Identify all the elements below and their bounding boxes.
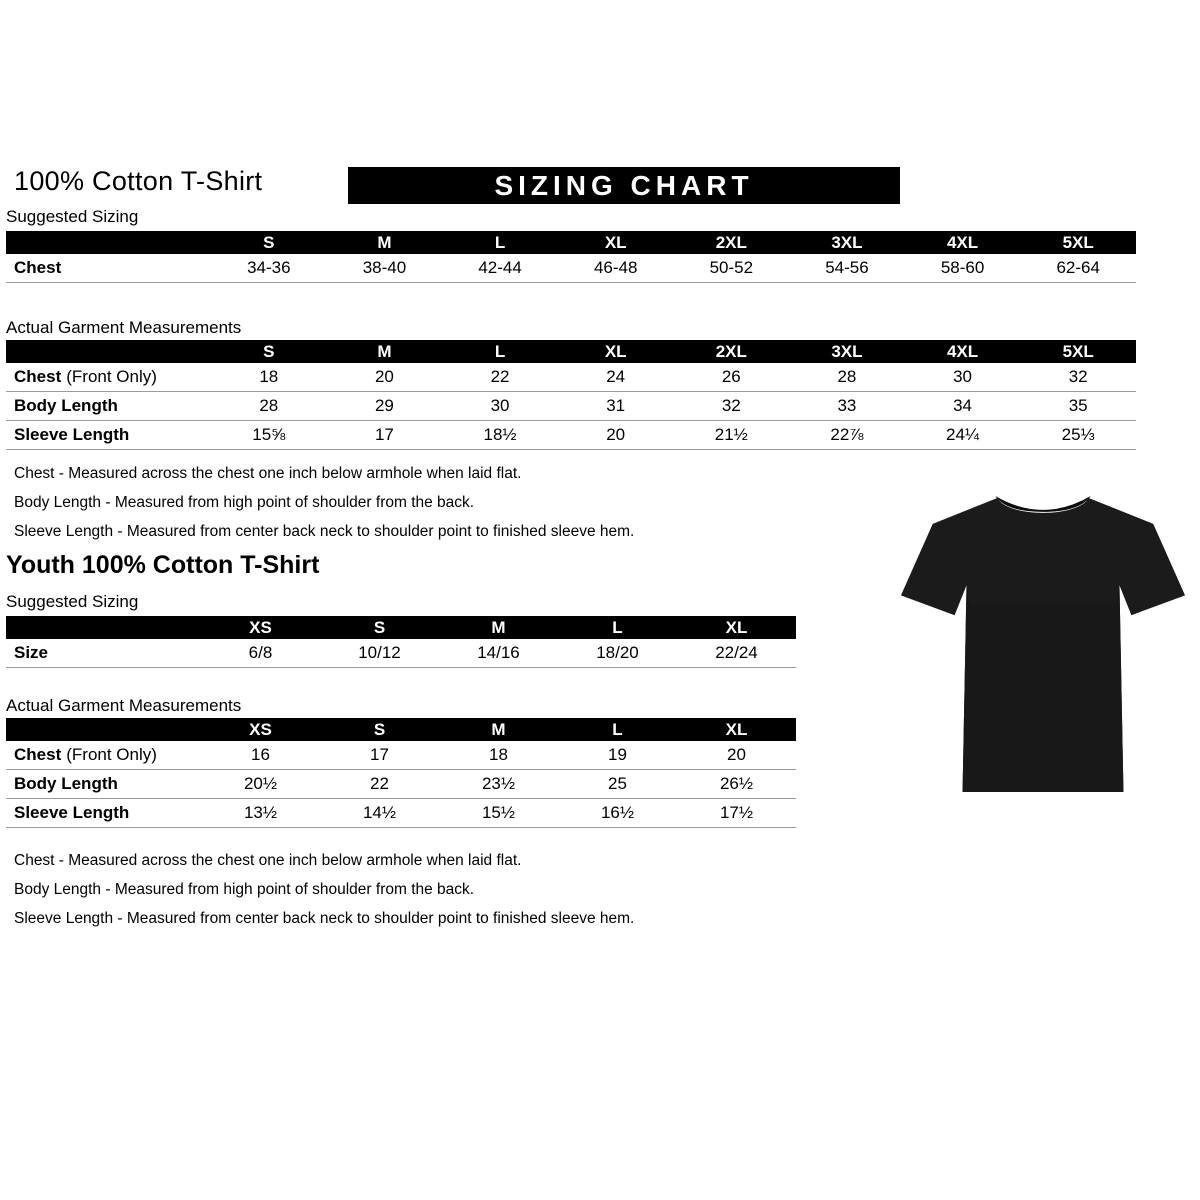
cell-value: 38-40 (362, 258, 407, 277)
size-column-header: 5XL (1062, 341, 1094, 361)
size-column-header: M (491, 617, 506, 637)
measurement-note: Chest - Measured across the chest one inch below armhole when laid flat. (14, 852, 522, 869)
size-column-header: M (377, 341, 392, 361)
size-column-header: 4XL (946, 341, 979, 361)
row-label-suffix: (Front Only) (66, 367, 157, 386)
cell-value: 28 (837, 367, 857, 386)
adult-product-title: 100% Cotton T-Shirt (14, 166, 263, 196)
size-column-header: S (373, 617, 386, 637)
cell-value: 18 (489, 745, 508, 764)
size-column-header: 2XL (715, 341, 747, 361)
cell-value: 18/20 (596, 643, 639, 662)
youth-suggested-sizing-label: Suggested Sizing (6, 592, 139, 611)
table-row (6, 421, 1136, 450)
measurement-note: Body Length - Measured from high point of shoulder from the back. (14, 494, 475, 511)
size-column-header: XS (249, 719, 272, 739)
row-label (6, 774, 201, 794)
table-header-row (6, 231, 1136, 254)
cell-value: 54-56 (825, 258, 869, 277)
size-column-header: L (612, 719, 623, 739)
adult-actual-measurements-label: Actual Garment Measurements (6, 318, 242, 337)
row-label-text: Body Length (14, 774, 118, 793)
cell-value: 62-64 (1056, 258, 1100, 277)
size-column-header: 2XL (715, 232, 747, 252)
cell-value: 58-60 (940, 258, 985, 277)
cell-value: 34 (953, 396, 973, 415)
cell-value: 25⅓ (1061, 425, 1095, 444)
cell-value: 21½ (714, 425, 748, 444)
cell-value: 28 (259, 396, 279, 415)
cell-value: 14/16 (477, 643, 520, 662)
measurement-note: Body Length - Measured from high point of shoulder from the back. (14, 881, 475, 898)
row-label-suffix: (Front Only) (66, 745, 157, 764)
adult-suggested-sizing-label: Suggested Sizing (6, 207, 139, 226)
row-label-text: Chest (14, 258, 62, 277)
size-column-header: S (263, 341, 275, 361)
table-header-row (6, 616, 796, 639)
cell-value: 30 (490, 396, 510, 415)
size-column-header: M (377, 232, 392, 252)
cell-value: 32 (721, 396, 741, 415)
cell-value: 50-52 (709, 258, 754, 277)
cell-value: 32 (1068, 367, 1088, 386)
size-column-header: 4XL (946, 232, 979, 252)
cell-value: 42-44 (478, 258, 522, 277)
cell-value: 22 (490, 367, 510, 386)
row-label (6, 643, 201, 663)
sizing-chart-banner: SIZING CHART (348, 167, 900, 204)
cell-value: 20 (606, 425, 626, 444)
row-label (6, 745, 201, 765)
cell-value: 18½ (483, 425, 517, 444)
youth-product-title: Youth 100% Cotton T-Shirt (6, 551, 320, 579)
cell-value: 22/24 (715, 643, 758, 662)
row-label (6, 396, 211, 416)
table-row (6, 363, 1136, 392)
measurement-note: Chest - Measured across the chest one inch below armhole when laid flat. (14, 465, 522, 482)
table-row (6, 639, 796, 668)
table-header-row (6, 340, 1136, 363)
size-column-header: 3XL (831, 341, 863, 361)
row-label (6, 425, 211, 445)
measurement-note: Sleeve Length - Measured from center back neck to shoulder point to finished sleeve hem. (14, 523, 635, 540)
cell-value: 17½ (719, 803, 754, 822)
measurement-note: Sleeve Length - Measured from center back neck to shoulder point to finished sleeve hem. (14, 910, 635, 927)
cell-value: 46-48 (593, 258, 638, 277)
adult-measurement-notes (14, 459, 634, 546)
adult-actual-table (6, 340, 1136, 450)
youth-suggested-table (6, 616, 796, 668)
size-column-header: XL (604, 232, 627, 252)
table-row (6, 799, 796, 828)
cell-value: 6/8 (248, 643, 273, 662)
cell-value: 20 (374, 367, 394, 386)
size-column-header: XS (249, 617, 272, 637)
cell-value: 15½ (481, 803, 516, 822)
cell-value: 19 (608, 745, 627, 764)
youth-measurement-notes (14, 846, 634, 933)
cell-value: 35 (1068, 396, 1088, 415)
cell-value: 20½ (243, 774, 278, 793)
adult-suggested-table (6, 231, 1136, 283)
cell-value: 26 (721, 367, 741, 386)
cell-value: 26½ (719, 774, 754, 793)
cell-value: 24¼ (946, 425, 980, 444)
size-column-header: XL (725, 617, 748, 637)
cell-value: 33 (837, 396, 857, 415)
row-label (6, 258, 211, 278)
cell-value: 10/12 (358, 643, 401, 662)
size-column-header: XL (725, 719, 748, 739)
row-label-text: Chest (14, 745, 62, 764)
row-label-text: Body Length (14, 396, 118, 415)
cell-value: 31 (606, 396, 626, 415)
table-row (6, 392, 1136, 421)
size-column-header: 3XL (831, 232, 863, 252)
cell-value: 24 (606, 367, 626, 386)
cell-value: 17 (370, 745, 389, 764)
size-column-header: M (491, 719, 506, 739)
cell-value: 22⅞ (830, 425, 864, 444)
size-column-header: S (373, 719, 386, 739)
row-label-text: Chest (14, 367, 62, 386)
cell-value: 20 (727, 745, 746, 764)
table-row (6, 770, 796, 799)
youth-actual-table (6, 718, 796, 828)
cell-value: 25 (608, 774, 627, 793)
row-label-text: Sleeve Length (14, 425, 130, 444)
youth-actual-measurements-label: Actual Garment Measurements (6, 696, 242, 715)
table-row (6, 741, 796, 770)
cell-value: 29 (374, 396, 394, 415)
cell-value: 16 (251, 745, 270, 764)
size-column-header: XL (604, 341, 627, 361)
cell-value: 34-36 (247, 258, 291, 277)
row-label (6, 803, 201, 823)
cell-value: 22 (370, 774, 389, 793)
size-column-header: L (612, 617, 623, 637)
size-column-header: L (494, 232, 506, 252)
size-column-header: L (494, 341, 506, 361)
row-label-text: Sleeve Length (14, 803, 130, 822)
tshirt-graphic (893, 476, 1191, 814)
cell-value: 17 (374, 425, 394, 444)
cell-value: 23½ (481, 774, 516, 793)
size-column-header: S (263, 232, 275, 252)
size-column-header: 5XL (1062, 232, 1094, 252)
table-row (6, 254, 1136, 283)
cell-value: 15⅝ (252, 425, 286, 444)
cell-value: 14½ (362, 803, 397, 822)
cell-value: 30 (953, 367, 973, 386)
row-label-text: Size (14, 643, 49, 662)
cell-value: 16½ (600, 803, 635, 822)
cell-value: 13½ (243, 803, 278, 822)
cell-value: 18 (259, 367, 279, 386)
table-header-row (6, 718, 796, 741)
row-label (6, 367, 211, 387)
